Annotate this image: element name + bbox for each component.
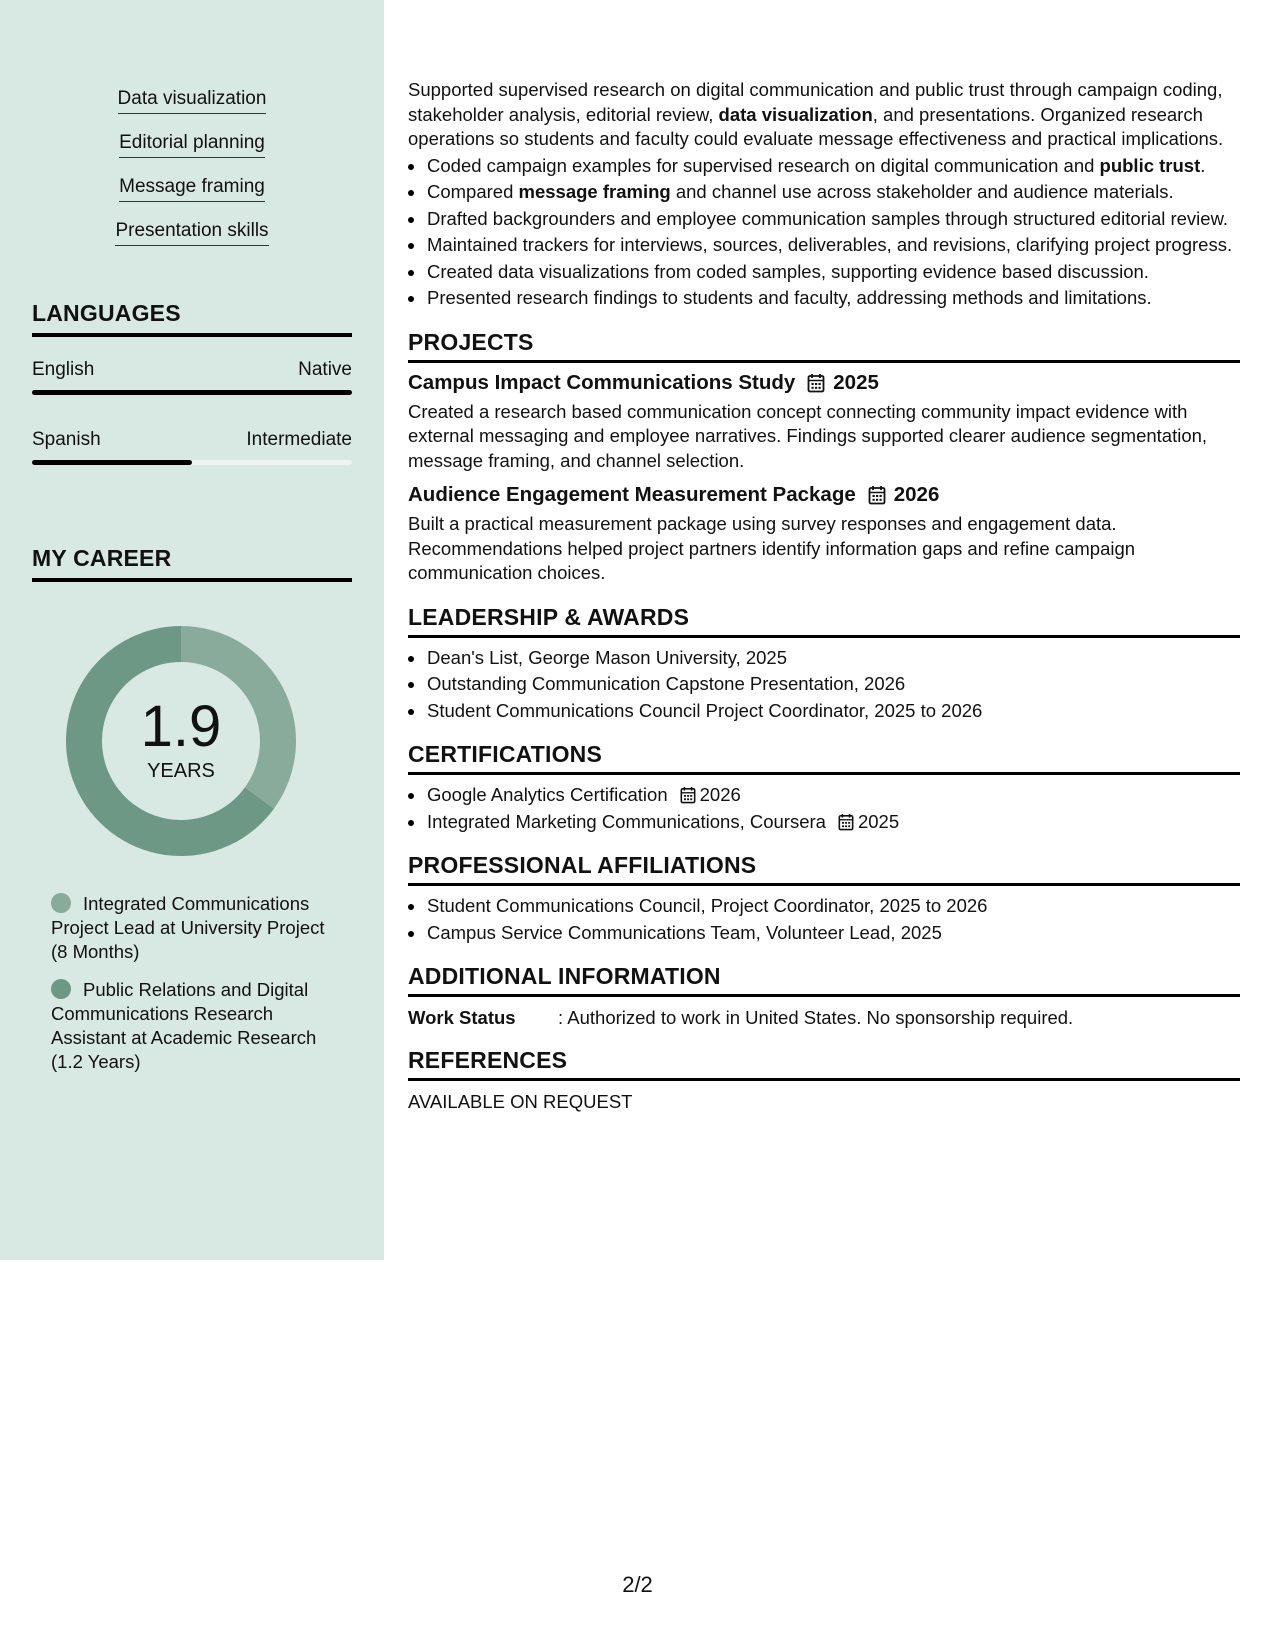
bullet-item: Coded campaign examples for supervised research on digital communication and public trust.: [408, 154, 1240, 179]
career-item: [51, 892, 341, 964]
work-status-row: [408, 1007, 1240, 1029]
skill-tag: Presentation skills: [115, 218, 268, 246]
leadership-list: [408, 646, 1240, 724]
summary-bold: data visualization: [718, 103, 873, 125]
career-list: [32, 892, 352, 1074]
project-item: [408, 371, 1240, 474]
sidebar: [0, 0, 384, 1260]
language-bar-fill: [32, 390, 352, 395]
project-year: 2026: [893, 483, 940, 506]
career-heading: MY CAREER: [32, 545, 352, 582]
project-description: Created a research based communication concept connecting community impact evidence with external messaging and employee narratives. Findings supported clearer audience segmentation, message framing, and channel selection.: [408, 400, 1208, 471]
certifications-heading: CERTIFICATIONS: [408, 741, 1240, 775]
leadership-item: Dean's List, George Mason University, 2025: [408, 646, 1240, 671]
work-status-value: : Authorized to work in United States. No sponsorship required.: [558, 1007, 1074, 1028]
certifications-list: [408, 783, 1240, 834]
bullet-item: Maintained trackers for interviews, sources, deliverables, and revisions, clarifying project progress.: [408, 233, 1240, 258]
career-dot-icon: [51, 979, 71, 999]
language-name: Spanish: [32, 429, 101, 450]
affiliations-heading: PROFESSIONAL AFFILIATIONS: [408, 852, 1240, 886]
career-total-value: 1.9: [140, 694, 222, 759]
skill-tag: Message framing: [119, 174, 265, 202]
language-english: [32, 359, 352, 395]
affiliations-list: [408, 894, 1240, 945]
work-status-label: Work Status: [408, 1007, 516, 1028]
bullet-item: Presented research findings to students and faculty, addressing methods and limitations.: [408, 286, 1240, 311]
references-heading: REFERENCES: [408, 1047, 1240, 1081]
certification-item: Google Analytics Certification 2026: [408, 783, 1240, 808]
calendar-icon: [807, 373, 825, 393]
career-item: [51, 978, 341, 1074]
leadership-item: Outstanding Communication Capstone Presentation, 2026: [408, 672, 1240, 697]
language-bar: [32, 390, 352, 395]
project-description: Built a practical measurement package using survey responses and engagement data. Recommendations helped project partners identify information gaps and refine campaign communication choices.: [408, 513, 1136, 583]
calendar-icon: [838, 813, 854, 831]
leadership-item: Student Communications Council Project Coordinator, 2025 to 2026: [408, 699, 1240, 724]
career-item-text: Public Relations and Digital Communications Research Assistant at Academic Research (1.2 Years): [51, 979, 317, 1072]
calendar-icon: [868, 485, 886, 505]
language-bar-fill: [32, 460, 192, 465]
career-dot-icon: [51, 893, 71, 913]
languages-heading: LANGUAGES: [32, 300, 352, 337]
affiliation-item: Student Communications Council, Project Coordinator, 2025 to 2026: [408, 894, 1240, 919]
project-title: Campus Impact Communications Study: [408, 370, 796, 394]
project-item: [408, 483, 1240, 586]
language-level: Native: [298, 359, 352, 380]
leadership-heading: LEADERSHIP & AWARDS: [408, 604, 1240, 638]
additional-info-heading: ADDITIONAL INFORMATION: [408, 963, 1240, 997]
certification-item: Integrated Marketing Communications, Coursera 2025: [408, 810, 1240, 835]
bullet-item: Created data visualizations from coded samples, supporting evidence based discussion.: [408, 260, 1240, 285]
affiliation-item: Campus Service Communications Team, Volunteer Lead, 2025: [408, 921, 1240, 946]
project-title: Audience Engagement Measurement Package: [408, 483, 856, 506]
references-text: AVAILABLE ON REQUEST: [408, 1091, 633, 1112]
career-donut-chart: [66, 626, 296, 856]
language-spanish: [32, 429, 352, 465]
project-year: 2025: [833, 370, 879, 394]
skill-tag: Data visualization: [118, 86, 267, 114]
career-item-text: Integrated Communications Project Lead at University Project (8 Months): [51, 893, 325, 962]
bullet-item: Drafted backgrounders and employee communication samples through structured editorial review.: [408, 207, 1240, 232]
language-level: Intermediate: [246, 429, 352, 450]
bullet-item: Compared message framing and channel use across stakeholder and audience materials.: [408, 180, 1240, 205]
skills-list: [32, 0, 352, 262]
page-number: 2/2: [622, 1572, 653, 1597]
projects-heading: PROJECTS: [408, 329, 1240, 363]
language-name: English: [32, 359, 95, 380]
experience-summary: [408, 78, 1240, 152]
summary-text: Supported supervised research on digital communication and public trust through campaign coding, stakeholder analysis, editorial review,: [408, 79, 1223, 125]
career-total-unit: YEARS: [147, 760, 215, 782]
calendar-icon: [680, 786, 696, 804]
main-content: [408, 78, 1240, 1113]
experience-bullets: [408, 154, 1240, 311]
language-bar: [32, 460, 352, 465]
skill-tag: Editorial planning: [119, 130, 265, 158]
donut-center: [66, 626, 296, 856]
summary-text: , and presentations. Organized research operations so students and faculty could evaluate message effectiveness and practical implications.: [408, 103, 1224, 149]
